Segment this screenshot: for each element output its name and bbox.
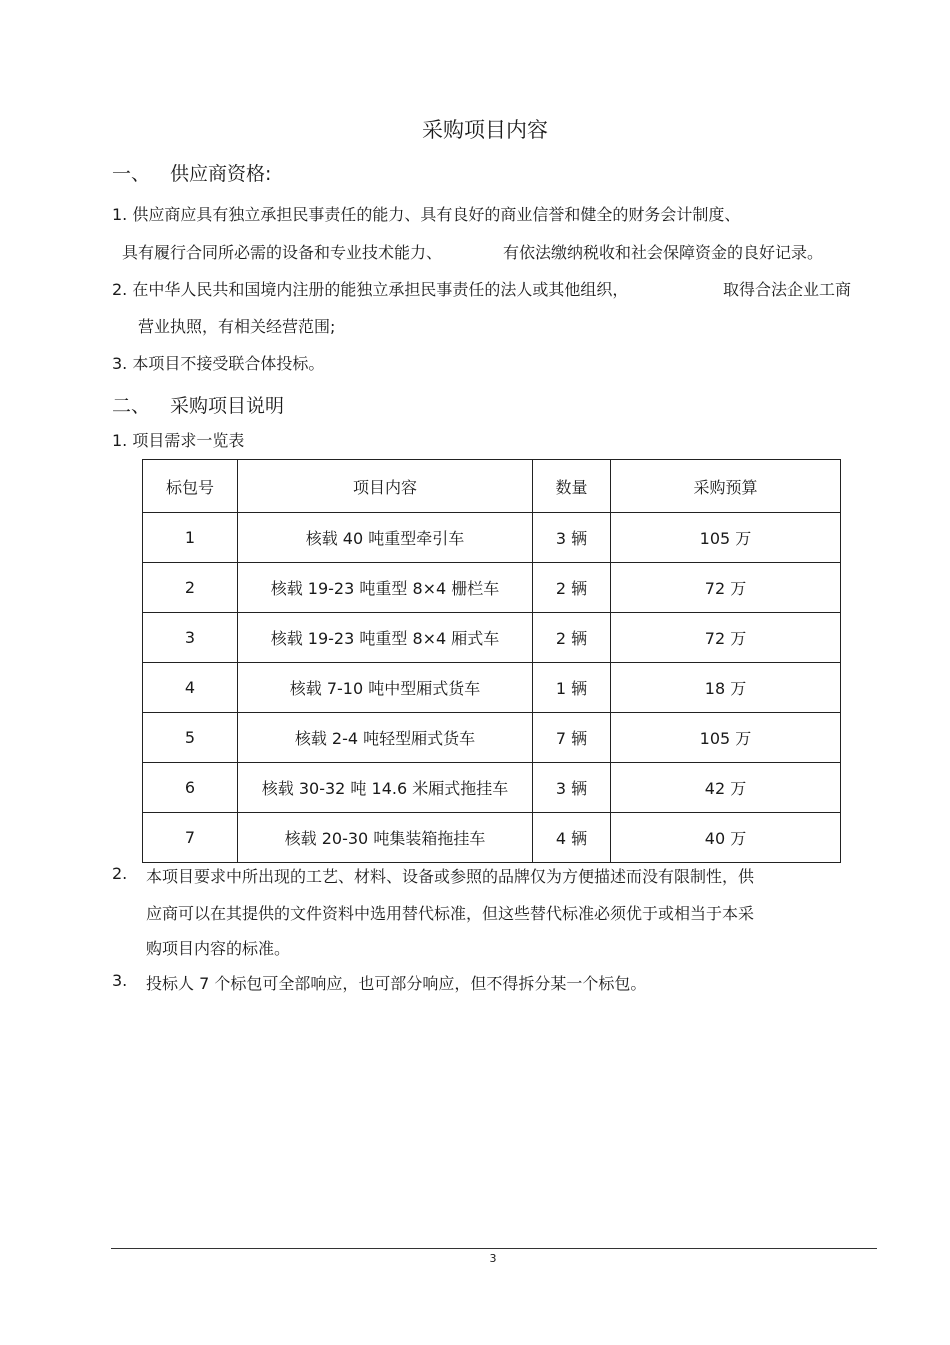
header-quantity: 数量 bbox=[533, 460, 611, 513]
table-row bbox=[143, 513, 841, 563]
cell-quantity: 2 辆 bbox=[533, 613, 611, 663]
cell-content: 核载 20-30 吨集装箱拖挂车 bbox=[238, 813, 533, 863]
requirements-table bbox=[142, 459, 841, 863]
cell-quantity: 3 辆 bbox=[533, 763, 611, 813]
section-1-title: 供应商资格: bbox=[170, 163, 272, 185]
cell-package-no: 7 bbox=[143, 813, 238, 863]
s2-item2-line2: 应商可以在其提供的文件资料中选用替代标准，但这些替代标准必须优于或相当于本采 bbox=[146, 904, 755, 923]
cell-budget: 72 万 bbox=[611, 563, 841, 613]
cell-budget: 72 万 bbox=[611, 613, 841, 663]
section-1-number: 一、 bbox=[112, 163, 151, 185]
cell-content: 核载 7-10 吨中型厢式货车 bbox=[238, 663, 533, 713]
s1-item2-line2: 营业执照，有相关经营范围; bbox=[138, 317, 336, 336]
cell-quantity: 2 辆 bbox=[533, 563, 611, 613]
table-row bbox=[143, 763, 841, 813]
section-1-heading bbox=[112, 159, 271, 186]
s2-item2-line3: 购项目内容的标准。 bbox=[146, 939, 291, 958]
page-title: 采购项目内容 bbox=[422, 118, 548, 142]
s1-item1-line1: 1. 供应商应具有独立承担民事责任的能力、具有良好的商业信誉和健全的财务会计制度、 bbox=[112, 205, 741, 224]
section-2-heading bbox=[112, 391, 284, 418]
cell-package-no: 4 bbox=[143, 663, 238, 713]
table-row bbox=[143, 713, 841, 763]
cell-quantity: 3 辆 bbox=[533, 513, 611, 563]
cell-quantity: 7 辆 bbox=[533, 713, 611, 763]
section-2-title: 采购项目说明 bbox=[170, 395, 285, 417]
cell-budget: 40 万 bbox=[611, 813, 841, 863]
cell-package-no: 6 bbox=[143, 763, 238, 813]
s1-item2-line1b: 取得合法企业工商 bbox=[723, 280, 852, 299]
cell-content: 核载 2-4 吨轻型厢式货车 bbox=[238, 713, 533, 763]
cell-budget: 105 万 bbox=[611, 713, 841, 763]
s2-item2-line1: 本项目要求中所出现的工艺、材料、设备或参照的品牌仅为方便描述而没有限制性，供 bbox=[146, 867, 755, 886]
cell-content: 核载 30-32 吨 14.6 米厢式拖挂车 bbox=[238, 763, 533, 813]
table-row bbox=[143, 563, 841, 613]
header-budget: 采购预算 bbox=[611, 460, 841, 513]
s1-item3: 3. 本项目不接受联合体投标。 bbox=[112, 354, 325, 373]
cell-content: 核载 40 吨重型牵引车 bbox=[238, 513, 533, 563]
s2-item2-number: 2. bbox=[112, 864, 128, 883]
header-content: 项目内容 bbox=[238, 460, 533, 513]
cell-package-no: 1 bbox=[143, 513, 238, 563]
page-number: 3 bbox=[489, 1252, 497, 1265]
cell-quantity: 1 辆 bbox=[533, 663, 611, 713]
footer-divider bbox=[111, 1248, 877, 1249]
cell-package-no: 3 bbox=[143, 613, 238, 663]
section-2-number: 二、 bbox=[112, 395, 151, 417]
cell-package-no: 2 bbox=[143, 563, 238, 613]
s1-item1-line2a: 具有履行合同所必需的设备和专业技术能力、 bbox=[122, 243, 443, 262]
cell-quantity: 4 辆 bbox=[533, 813, 611, 863]
cell-content: 核载 19-23 吨重型 8×4 栅栏车 bbox=[238, 563, 533, 613]
s2-item1: 1. 项目需求一览表 bbox=[112, 431, 245, 450]
table-row bbox=[143, 813, 841, 863]
cell-budget: 105 万 bbox=[611, 513, 841, 563]
s1-item2-line1a: 2. 在中华人民共和国境内注册的能独立承担民事责任的法人或其他组织， bbox=[112, 280, 629, 299]
cell-content: 核载 19-23 吨重型 8×4 厢式车 bbox=[238, 613, 533, 663]
cell-budget: 42 万 bbox=[611, 763, 841, 813]
s2-item3-text: 投标人 7 个标包可全部响应，也可部分响应，但不得拆分某一个标包。 bbox=[146, 974, 647, 993]
table-row bbox=[143, 663, 841, 713]
s2-item3-number: 3. bbox=[112, 971, 128, 990]
s1-item1-line2b: 有依法缴纳税收和社会保障资金的良好记录。 bbox=[503, 243, 824, 262]
header-package-no: 标包号 bbox=[143, 460, 238, 513]
table-row bbox=[143, 613, 841, 663]
cell-package-no: 5 bbox=[143, 713, 238, 763]
cell-budget: 18 万 bbox=[611, 663, 841, 713]
table-header-row bbox=[143, 460, 841, 513]
